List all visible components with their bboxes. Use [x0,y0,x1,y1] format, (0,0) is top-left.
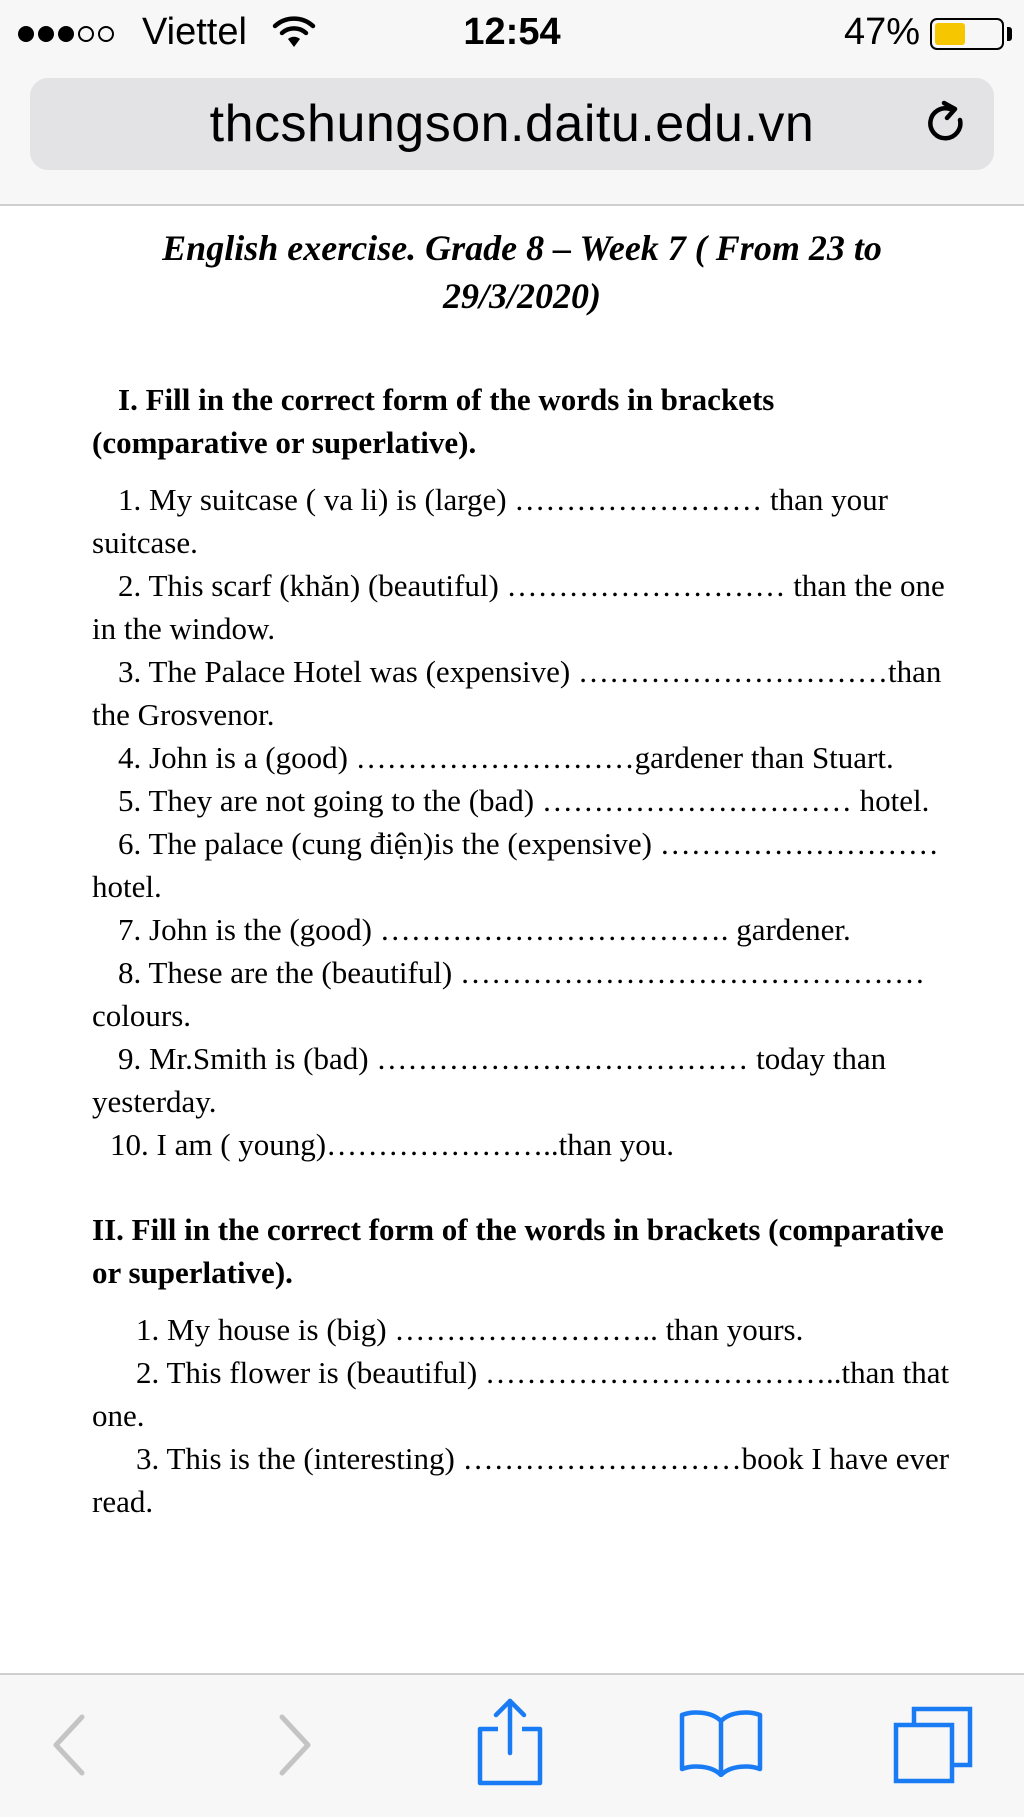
status-bar [0,0,1024,66]
browser-toolbar [0,1673,1024,1817]
carrier-name: Viettel [142,11,247,53]
url-text[interactable]: thcshungson.daitu.edu.vn [209,95,815,153]
exercise-item: 9. Mr.Smith is (bad) ……………………………… today than yesterday. [92,1041,887,1119]
exercise-item: 3. The Palace Hotel was (expensive) …………………………than the Grosvenor. [92,654,942,732]
status-time: 12:54 [463,11,561,53]
exercise-item: 5. They are not going to the (bad) ………………………… hotel. [118,783,930,818]
reload-icon[interactable] [920,98,972,150]
page-title: English exercise. Grade 8 – Week 7 ( From 23 to 29/3/2020) [162,228,882,316]
address-bar[interactable] [30,78,994,170]
exercise-item: 2. This scarf (khăn) (beautiful) ……………………… than the one in the window. [92,568,945,646]
battery-fill [935,23,965,45]
back-icon[interactable] [46,1709,92,1781]
exercise-item: 4. John is a (good) ………………………gardener than Stuart. [118,740,894,775]
exercise-item: 7. John is the (good) ……………………………. gardener. [118,912,851,947]
exercise-item: 1. My suitcase ( va li) is (large) …………………… than your suitcase. [92,482,888,560]
exercise-item: 6. The palace (cung điện)is the (expensive) ……………………… hotel. [92,826,939,904]
forward-icon[interactable] [272,1709,318,1781]
battery-percentage: 47% [843,11,920,53]
exercise-item: 8. These are the (beautiful) ……………………………………… colours. [92,955,925,1033]
page-content [92,224,952,1523]
address-bar-area [0,66,1024,206]
bookmarks-icon[interactable] [678,1705,764,1777]
exercise-item: 1. My house is (big) …………………….. than yours. [136,1312,804,1347]
section-1-heading: I. Fill in the correct form of the words in brackets (comparative or superlative). [92,382,775,460]
section-2-heading: II. Fill in the correct form of the words in brackets (comparative or superlative). [92,1212,944,1290]
exercise-item: 10. I am ( young)…………………..than you. [110,1127,674,1162]
exercise-item: 2. This flower is (beautiful) ……………………………..than that one. [92,1355,950,1433]
battery-nub [1007,27,1012,41]
share-icon[interactable] [474,1697,546,1787]
exercise-item: 3. This is the (interesting) ………………………book I have ever read. [92,1441,950,1519]
battery-icon [930,18,1004,50]
tabs-icon[interactable] [892,1705,974,1785]
